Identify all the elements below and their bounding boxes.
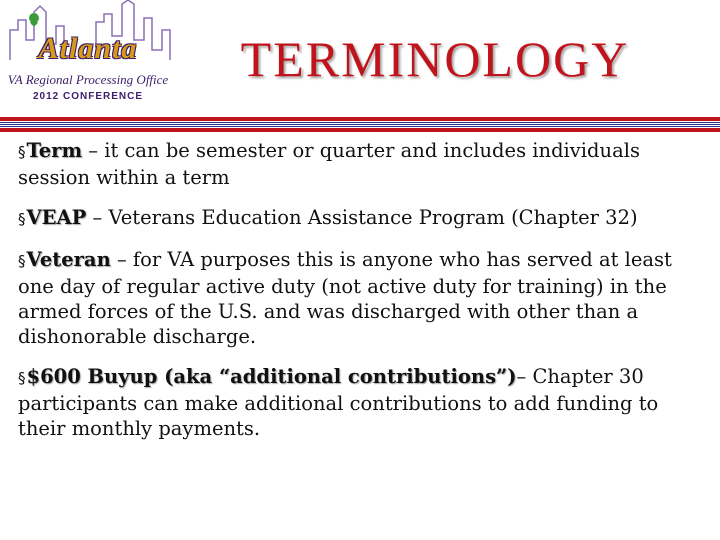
- term-definition: – Veterans Education Assistance Program (Chapter 32): [86, 206, 638, 229]
- bullet-icon: §: [18, 252, 26, 270]
- stripe-blue-3: [0, 126, 720, 127]
- term-label: VEAP: [26, 206, 87, 229]
- term-definition: – for VA purposes this is anyone who has served at least one day of regular active duty (not active duty for training) in the armed forces of the U.S. and was discharged with other than a dishonorable discharge.: [18, 248, 672, 348]
- logo-office-text: VA Regional Processing Office: [7, 72, 169, 87]
- bullet-icon: §: [18, 369, 26, 387]
- page-title: TERMINOLOGY: [240, 31, 630, 87]
- header-divider: [0, 117, 720, 135]
- bullet-icon: §: [18, 210, 26, 228]
- stripe-red-top: [0, 117, 720, 121]
- terminology-list: [18, 138, 708, 456]
- list-item-veteran: [18, 247, 708, 349]
- logo-conference-text: 2012 CONFERENCE: [32, 91, 144, 102]
- logo-city-text: Atlanta: [38, 32, 138, 65]
- term-label: $600 Buyup (aka “additional contributions”): [26, 365, 517, 388]
- stripe-red-bottom: [0, 128, 720, 132]
- term-label: Veteran: [26, 248, 111, 271]
- conference-logo: [0, 0, 176, 112]
- term-definition: – it can be semester or quarter and includes individuals session within a term: [18, 139, 640, 189]
- term-label: Term: [26, 139, 83, 162]
- term-definition: – Chapter 30 participants can make additional contributions to add funding to their monthly payments.: [18, 365, 659, 440]
- list-item-term: [18, 138, 708, 190]
- list-item-buyup: [18, 364, 708, 441]
- stripe-blue-1: [0, 122, 720, 123]
- stripe-blue-2: [0, 124, 720, 125]
- list-item-veap: [18, 205, 708, 232]
- bullet-icon: §: [18, 143, 26, 161]
